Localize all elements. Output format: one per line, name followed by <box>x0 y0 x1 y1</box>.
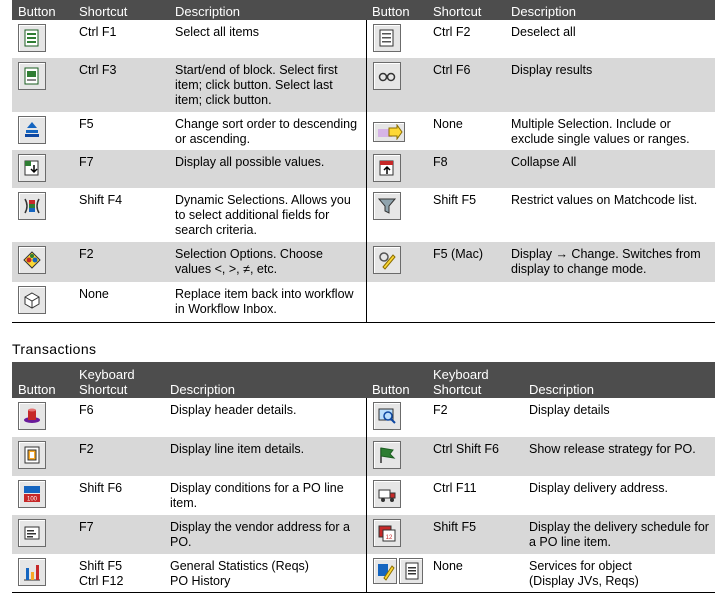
possible-values-icon[interactable] <box>18 154 46 182</box>
col-header-description: Description <box>164 362 366 398</box>
header-details-icon[interactable] <box>18 402 46 430</box>
table-row <box>12 515 715 554</box>
delivery-address-icon[interactable] <box>373 480 401 508</box>
shortcut-cell: Shift F6 <box>79 481 123 495</box>
shortcut-cell: Shift F5 <box>427 515 523 554</box>
multiple-selection-icon[interactable] <box>373 122 405 142</box>
selection-options-icon[interactable] <box>18 246 46 274</box>
col-header-keyboard-shortcut: Keyboard Shortcut <box>427 362 523 398</box>
description-cell: Display line item details. <box>164 437 366 476</box>
table-row <box>12 58 715 112</box>
display-change-icon[interactable] <box>373 246 401 274</box>
table-row <box>12 437 715 476</box>
deselect-all-icon[interactable] <box>373 24 401 52</box>
display-details-icon[interactable] <box>373 402 401 430</box>
table-row <box>12 112 715 150</box>
collapse-all-icon[interactable] <box>373 154 401 182</box>
shortcut-cell: Ctrl F11 <box>433 481 477 495</box>
services-for-object-icon[interactable] <box>373 558 423 584</box>
description-cell: Start/end of block. Select first item; click button. Select last item; click button. <box>169 58 366 112</box>
display-results-icon[interactable] <box>373 62 401 90</box>
description-cell: Display results <box>505 58 715 112</box>
description-cell: Display conditions for a PO line item. <box>164 476 366 515</box>
shortcut-cell: F8 <box>427 150 505 188</box>
shortcut-cell: Shift F5 <box>433 193 477 207</box>
sort-order-icon[interactable] <box>18 116 46 144</box>
section-title: Transactions <box>12 341 97 357</box>
svg-text:100: 100 <box>26 496 38 503</box>
shortcut-cell: F6 <box>79 403 94 417</box>
replace-item-icon[interactable] <box>18 286 46 314</box>
description-cell: Display → Change. Switches from display to change mode. <box>505 242 715 282</box>
col-header-description: Description <box>523 362 715 398</box>
button-shortcuts-table <box>12 0 715 323</box>
table-row <box>12 476 715 515</box>
line-item-details-icon[interactable] <box>18 441 46 469</box>
shortcut-cell: F7 <box>73 150 169 188</box>
table-row <box>12 554 715 593</box>
shortcut-cell: Shift F5 Ctrl F12 <box>73 554 164 593</box>
select-block-icon[interactable] <box>18 62 46 90</box>
shortcut-cell: F5 (Mac) <box>427 242 505 282</box>
document-icon[interactable] <box>399 558 423 584</box>
col-header-button: Button <box>12 362 73 398</box>
description-cell: Display the delivery schedule for a PO line item. <box>523 515 715 554</box>
col-header-description: Description <box>505 0 715 20</box>
shortcut-cell: Ctrl F3 <box>73 58 169 112</box>
description-cell: General Statistics (Reqs) PO History <box>164 554 366 593</box>
description-cell: Deselect all <box>511 25 576 39</box>
col-header-button: Button <box>366 0 427 20</box>
table-row <box>12 20 715 58</box>
col-header-keyboard-shortcut: Keyboard Shortcut <box>73 362 164 398</box>
description-cell: Multiple Selection. Include or exclude single values or ranges. <box>511 117 690 146</box>
col-header-description: Description <box>169 0 366 20</box>
shortcut-cell: None <box>427 554 523 593</box>
svg-text:12: 12 <box>385 535 392 541</box>
description-cell: Display details <box>529 403 610 417</box>
description-cell: Show release strategy for PO. <box>523 437 715 476</box>
shortcut-cell: Ctrl Shift F6 <box>427 437 523 476</box>
table-row <box>12 188 715 242</box>
description-cell: Services for object (Display JVs, Reqs) <box>523 554 715 593</box>
table-row <box>12 150 715 188</box>
description-cell: Display all possible values. <box>169 150 366 188</box>
shortcut-cell: F7 <box>73 515 164 554</box>
services-menu-icon[interactable] <box>373 558 397 584</box>
statistics-icon[interactable] <box>18 558 46 586</box>
col-header-shortcut: Shortcut <box>427 0 505 20</box>
filter-icon[interactable] <box>373 192 401 220</box>
delivery-schedule-icon[interactable] <box>373 519 401 547</box>
conditions-icon[interactable] <box>18 480 46 508</box>
shortcut-cell: F2 <box>73 242 169 282</box>
shortcut-cell: F5 <box>79 117 94 131</box>
col-header-shortcut: Shortcut <box>73 0 169 20</box>
description-cell: Collapse All <box>505 150 715 188</box>
shortcut-cell: Shift F4 <box>79 193 123 207</box>
shortcut-cell: Ctrl F2 <box>433 25 471 39</box>
shortcut-cell: None <box>433 117 463 131</box>
description-cell: Selection Options. Choose values <, >, ≠, etc. <box>169 242 366 282</box>
description-cell: Replace item back into workflow in Workflow Inbox. <box>169 282 366 322</box>
description-cell: Change sort order to descending or ascending. <box>169 112 366 150</box>
dynamic-selections-icon[interactable] <box>18 192 46 220</box>
col-header-button: Button <box>366 362 427 398</box>
release-strategy-icon[interactable] <box>373 441 401 469</box>
shortcut-cell: Ctrl F1 <box>79 25 117 39</box>
col-header-button: Button <box>12 0 73 20</box>
shortcut-cell: Ctrl F6 <box>427 58 505 112</box>
description-cell: Display delivery address. <box>529 481 668 495</box>
table-row <box>12 242 715 282</box>
shortcut-cell: F2 <box>433 403 448 417</box>
description-cell: Display header details. <box>164 398 366 437</box>
description-cell: Select all items <box>169 20 366 58</box>
description-cell: Display the vendor address for a PO. <box>164 515 366 554</box>
table-row <box>12 398 715 437</box>
table-row <box>12 282 715 322</box>
shortcut-cell: None <box>73 282 169 322</box>
description-cell: Restrict values on Matchcode list. <box>511 193 698 207</box>
shortcut-cell: F2 <box>73 437 164 476</box>
select-all-icon[interactable] <box>18 24 46 52</box>
description-cell: Dynamic Selections. Allows you to select additional fields for search criteria. <box>169 188 366 242</box>
vendor-address-icon[interactable] <box>18 519 46 547</box>
transactions-table <box>12 362 715 593</box>
